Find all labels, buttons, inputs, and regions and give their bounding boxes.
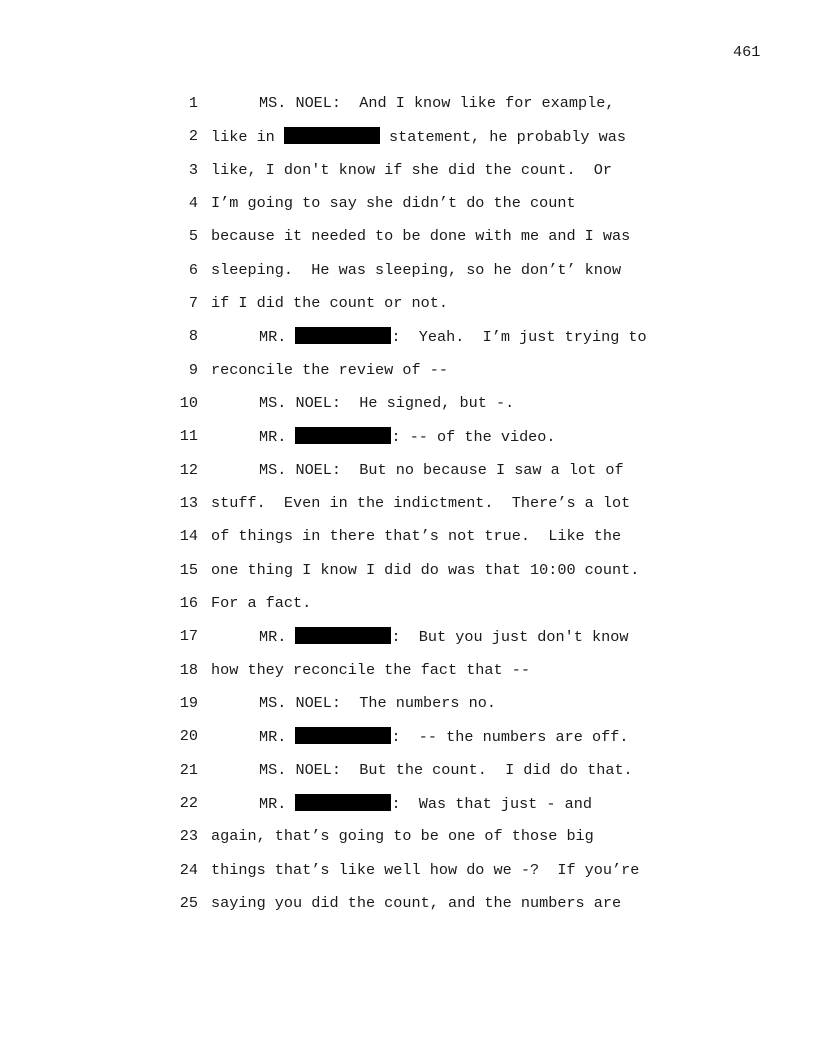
line-text-part: of things in there that’s not true. Like the <box>211 527 622 545</box>
line-text <box>211 894 621 912</box>
transcript-line <box>0 561 816 581</box>
line-number: 15 <box>179 561 198 579</box>
line-text-part: : Yeah. I’m just trying to <box>391 328 647 346</box>
line-text <box>211 327 647 346</box>
line-text-part: saying you did the count, and the numbers are <box>211 894 622 912</box>
redaction-box <box>284 127 380 144</box>
line-text <box>211 94 614 112</box>
line-number: 21 <box>179 761 198 779</box>
line-text-part: MR. <box>259 795 296 813</box>
line-text-part: : Was that just - and <box>391 795 592 813</box>
line-number: 9 <box>188 361 198 379</box>
line-number: 25 <box>179 894 198 912</box>
line-number: 18 <box>179 661 198 679</box>
transcript-line <box>0 894 816 914</box>
line-text <box>211 727 628 746</box>
line-number: 2 <box>188 127 198 145</box>
line-number: 24 <box>179 861 198 879</box>
line-text-part: like in <box>211 128 284 146</box>
transcript-line <box>0 327 816 347</box>
line-text <box>211 561 639 579</box>
line-text-part: like, I don't know if she did the count. Or <box>211 161 613 179</box>
line-number: 16 <box>179 594 198 612</box>
transcript-line <box>0 527 816 547</box>
line-number: 19 <box>179 694 198 712</box>
line-number: 10 <box>179 394 198 412</box>
line-text-part: again, that’s going to be one of those big <box>211 827 594 845</box>
transcript-line <box>0 461 816 481</box>
line-text-part: I’m going to say she didn’t do the count <box>211 194 576 212</box>
line-number: 22 <box>179 794 198 812</box>
line-number: 11 <box>179 427 198 445</box>
line-text <box>211 627 628 646</box>
line-number: 20 <box>179 727 198 745</box>
line-text-part: MR. <box>259 728 296 746</box>
line-text-part: For a fact. <box>211 594 312 612</box>
transcript-line <box>0 194 816 214</box>
line-text <box>211 827 594 845</box>
line-number: 12 <box>179 461 198 479</box>
line-text <box>211 461 624 479</box>
redaction-box <box>295 327 391 344</box>
line-text-part: MR. <box>259 628 296 646</box>
line-text <box>211 761 633 779</box>
line-number: 3 <box>188 161 198 179</box>
page-number: 461 <box>733 43 761 61</box>
line-text-part: because it needed to be done with me and I was <box>211 227 631 245</box>
line-text <box>211 194 576 212</box>
line-text-part: : -- of the video. <box>391 428 556 446</box>
redaction-box <box>295 427 391 444</box>
line-text <box>211 227 630 245</box>
transcript-line <box>0 494 816 514</box>
line-text <box>211 127 626 146</box>
line-text-part: stuff. Even in the indictment. There’s a lot <box>211 494 631 512</box>
line-text-part: statement, he probably was <box>379 128 626 146</box>
line-number: 4 <box>188 194 198 212</box>
line-text <box>211 694 496 712</box>
transcript-line <box>0 94 816 114</box>
line-text-part: MS. NOEL: And I know like for example, <box>259 94 615 112</box>
line-number: 1 <box>188 94 198 112</box>
line-text-part: things that’s like well how do we -? If you’re <box>211 861 640 879</box>
line-text <box>211 294 448 312</box>
line-text <box>211 494 630 512</box>
line-number: 13 <box>179 494 198 512</box>
transcript-line <box>0 361 816 381</box>
line-text-part: : -- the numbers are off. <box>391 728 629 746</box>
transcript-line <box>0 427 816 447</box>
line-text-part: : But you just don't know <box>391 628 629 646</box>
line-text-part: MS. NOEL: But no because I saw a lot of <box>259 461 624 479</box>
line-text-part: one thing I know I did do was that 10:00 count. <box>211 561 640 579</box>
transcript-line <box>0 161 816 181</box>
line-text <box>211 261 621 279</box>
redaction-box <box>295 794 391 811</box>
line-text <box>211 161 612 179</box>
line-text-part: MR. <box>259 428 296 446</box>
transcript-line <box>0 761 816 781</box>
line-text <box>211 661 530 679</box>
transcript-line <box>0 294 816 314</box>
line-text <box>211 427 556 446</box>
line-text <box>211 527 621 545</box>
line-text-part: MS. NOEL: But the count. I did do that. <box>259 761 633 779</box>
line-text-part: if I did the count or not. <box>211 294 448 312</box>
line-number: 8 <box>188 327 198 345</box>
line-text <box>211 861 639 879</box>
line-text-part: MR. <box>259 328 296 346</box>
line-text-part: MS. NOEL: He signed, but -. <box>259 394 515 412</box>
line-text <box>211 594 311 612</box>
transcript-line <box>0 694 816 714</box>
line-text <box>211 361 448 379</box>
line-text-part: how they reconcile the fact that -- <box>211 661 530 679</box>
line-number: 14 <box>179 527 198 545</box>
line-text-part: sleeping. He was sleeping, so he don’t’ know <box>211 261 622 279</box>
redaction-box <box>295 727 391 744</box>
redaction-box <box>295 627 391 644</box>
transcript-line <box>0 794 816 814</box>
transcript-line <box>0 727 816 747</box>
transcript-line <box>0 394 816 414</box>
transcript-line <box>0 594 816 614</box>
line-text <box>211 794 592 813</box>
line-number: 17 <box>179 627 198 645</box>
line-number: 23 <box>179 827 198 845</box>
line-number: 7 <box>188 294 198 312</box>
line-text-part: MS. NOEL: The numbers no. <box>259 694 496 712</box>
transcript-line <box>0 861 816 881</box>
transcript-line <box>0 127 816 147</box>
line-number: 6 <box>188 261 198 279</box>
line-number: 5 <box>188 227 198 245</box>
transcript-line <box>0 627 816 647</box>
transcript-line <box>0 261 816 281</box>
transcript-line <box>0 661 816 681</box>
line-text-part: reconcile the review of -- <box>211 361 448 379</box>
transcript-line <box>0 827 816 847</box>
transcript-line <box>0 227 816 247</box>
line-text <box>211 394 514 412</box>
